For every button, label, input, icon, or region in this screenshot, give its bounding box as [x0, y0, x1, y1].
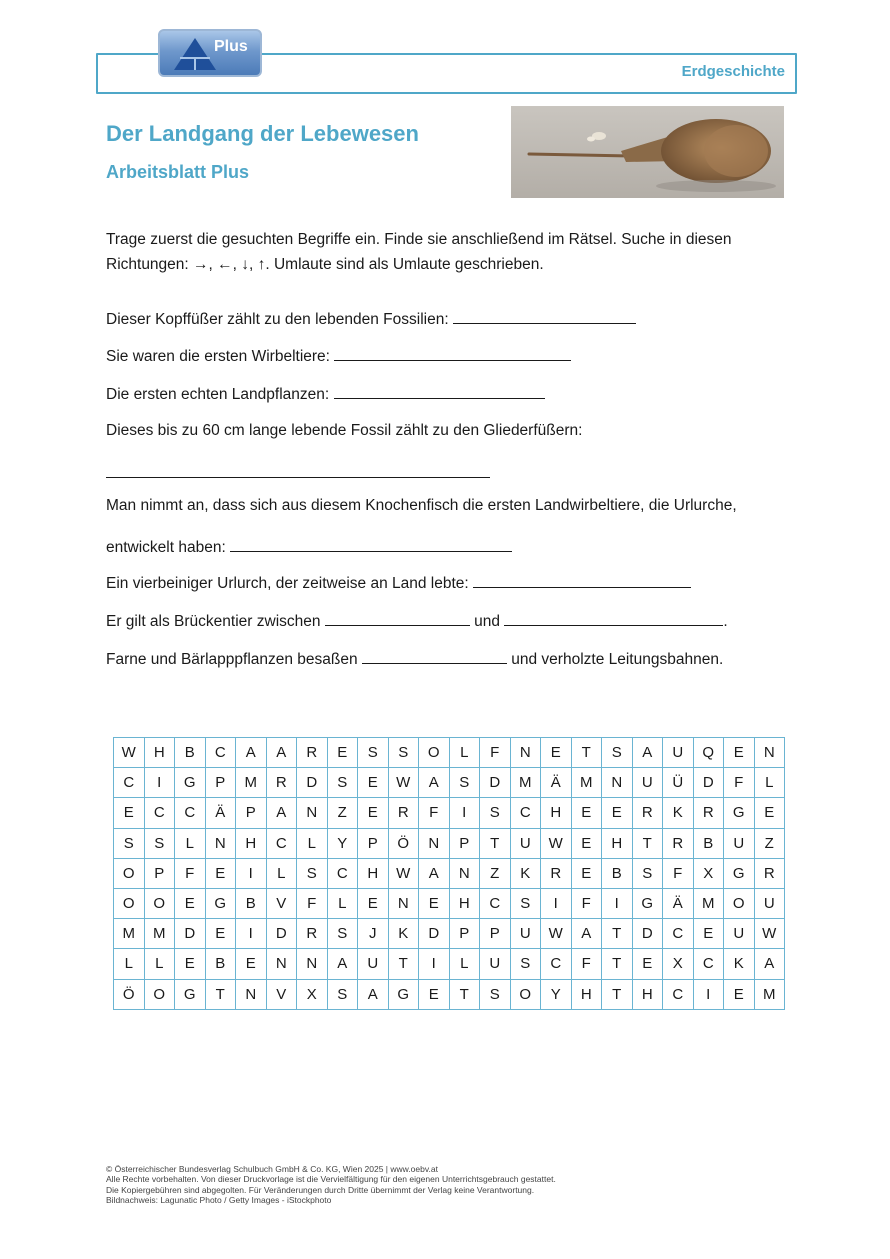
- puzzle-cell[interactable]: E: [205, 919, 236, 949]
- puzzle-cell[interactable]: E: [236, 949, 267, 979]
- puzzle-cell[interactable]: P: [358, 828, 389, 858]
- answer-blank-7b[interactable]: [504, 611, 723, 626]
- puzzle-cell[interactable]: A: [632, 738, 663, 768]
- puzzle-cell[interactable]: U: [724, 919, 755, 949]
- puzzle-cell[interactable]: M: [114, 919, 145, 949]
- puzzle-cell[interactable]: C: [693, 949, 724, 979]
- question-3: [106, 384, 545, 404]
- word-search-grid: [113, 737, 785, 1010]
- puzzle-cell[interactable]: R: [663, 828, 694, 858]
- subject-label: Erdgeschichte: [681, 63, 785, 80]
- puzzle-cell[interactable]: N: [297, 949, 328, 979]
- puzzle-cell[interactable]: B: [693, 828, 724, 858]
- puzzle-cell[interactable]: W: [388, 858, 419, 888]
- puzzle-cell[interactable]: S: [602, 738, 633, 768]
- puzzle-cell[interactable]: U: [632, 768, 663, 798]
- puzzle-cell[interactable]: G: [175, 768, 206, 798]
- puzzle-cell[interactable]: U: [510, 919, 541, 949]
- puzzle-cell[interactable]: E: [571, 798, 602, 828]
- footer-credits: Bildnachweis: Lagunatic Photo / Getty Images - iStockphoto: [106, 1194, 332, 1205]
- puzzle-cell[interactable]: F: [571, 949, 602, 979]
- answer-blank-1[interactable]: [453, 309, 636, 324]
- puzzle-cell[interactable]: R: [297, 919, 328, 949]
- puzzle-cell[interactable]: E: [358, 768, 389, 798]
- puzzle-cell[interactable]: E: [724, 738, 755, 768]
- puzzle-cell[interactable]: A: [754, 949, 785, 979]
- puzzle-cell[interactable]: Ö: [114, 979, 145, 1009]
- puzzle-cell[interactable]: P: [205, 768, 236, 798]
- puzzle-cell[interactable]: H: [632, 979, 663, 1009]
- puzzle-cell[interactable]: Z: [480, 858, 511, 888]
- puzzle-cell[interactable]: T: [602, 949, 633, 979]
- puzzle-cell[interactable]: Z: [327, 798, 358, 828]
- question-7-and: und: [474, 613, 500, 630]
- puzzle-cell[interactable]: O: [114, 888, 145, 918]
- question-4: [106, 422, 582, 440]
- question-7-period: .: [723, 613, 728, 630]
- puzzle-cell[interactable]: F: [724, 768, 755, 798]
- puzzle-cell[interactable]: E: [358, 798, 389, 828]
- puzzle-cell[interactable]: F: [663, 858, 694, 888]
- puzzle-cell[interactable]: I: [236, 919, 267, 949]
- answer-blank-6[interactable]: [473, 573, 691, 588]
- puzzle-cell[interactable]: L: [327, 888, 358, 918]
- puzzle-cell[interactable]: W: [754, 919, 785, 949]
- puzzle-cell[interactable]: Y: [327, 828, 358, 858]
- puzzle-cell[interactable]: F: [175, 858, 206, 888]
- puzzle-cell[interactable]: H: [571, 979, 602, 1009]
- puzzle-cell[interactable]: E: [114, 798, 145, 828]
- puzzle-cell[interactable]: C: [663, 919, 694, 949]
- puzzle-cell[interactable]: E: [724, 979, 755, 1009]
- puzzle-cell[interactable]: M: [571, 768, 602, 798]
- puzzle-cell[interactable]: P: [144, 858, 175, 888]
- puzzle-cell[interactable]: B: [205, 949, 236, 979]
- puzzle-cell[interactable]: A: [571, 919, 602, 949]
- puzzle-cell[interactable]: K: [510, 858, 541, 888]
- puzzle-cell[interactable]: D: [480, 768, 511, 798]
- puzzle-cell[interactable]: F: [480, 738, 511, 768]
- question-4-text: Dieses bis zu 60 cm lange lebende Fossil zählt zu den Gliederfüßern:: [106, 422, 583, 439]
- question-8-text-end: und verholzte Leitungsbahnen.: [511, 651, 724, 668]
- puzzle-cell[interactable]: L: [114, 949, 145, 979]
- puzzle-cell[interactable]: G: [724, 798, 755, 828]
- puzzle-cell[interactable]: E: [419, 979, 450, 1009]
- puzzle-cell[interactable]: L: [175, 828, 206, 858]
- puzzle-cell[interactable]: H: [236, 828, 267, 858]
- puzzle-cell[interactable]: R: [297, 738, 328, 768]
- puzzle-cell[interactable]: H: [358, 858, 389, 888]
- puzzle-cell[interactable]: N: [449, 858, 480, 888]
- puzzle-cell[interactable]: S: [114, 828, 145, 858]
- puzzle-cell[interactable]: O: [114, 858, 145, 888]
- puzzle-cell[interactable]: S: [358, 738, 389, 768]
- puzzle-cell[interactable]: T: [602, 979, 633, 1009]
- puzzle-cell[interactable]: O: [144, 888, 175, 918]
- puzzle-cell[interactable]: A: [266, 738, 297, 768]
- puzzle-cell[interactable]: M: [236, 768, 267, 798]
- puzzle-cell[interactable]: B: [602, 858, 633, 888]
- puzzle-cell[interactable]: T: [480, 828, 511, 858]
- page-title: Der Landgang der Lebewesen: [106, 121, 419, 146]
- puzzle-cell[interactable]: T: [205, 979, 236, 1009]
- puzzle-cell[interactable]: B: [175, 738, 206, 768]
- puzzle-cell[interactable]: E: [602, 798, 633, 828]
- puzzle-cell[interactable]: G: [724, 858, 755, 888]
- puzzle-cell[interactable]: N: [510, 738, 541, 768]
- puzzle-cell[interactable]: W: [114, 738, 145, 768]
- puzzle-cell[interactable]: T: [602, 919, 633, 949]
- puzzle-cell[interactable]: S: [388, 738, 419, 768]
- question-7: [106, 611, 728, 631]
- puzzle-cell[interactable]: P: [449, 919, 480, 949]
- puzzle-cell[interactable]: R: [388, 798, 419, 828]
- question-8: [106, 649, 723, 669]
- puzzle-cell[interactable]: Q: [693, 738, 724, 768]
- puzzle-cell[interactable]: W: [541, 828, 572, 858]
- puzzle-cell[interactable]: G: [175, 979, 206, 1009]
- puzzle-cell[interactable]: V: [266, 888, 297, 918]
- footer-fees: Die Kopiergebühren sind abgegolten. Für Veränderungen durch Dritte übernimmt der Verlag keine Verantwortung.: [106, 1184, 535, 1195]
- puzzle-cell[interactable]: I: [693, 979, 724, 1009]
- puzzle-cell[interactable]: K: [388, 919, 419, 949]
- puzzle-cell[interactable]: O: [510, 979, 541, 1009]
- puzzle-cell[interactable]: E: [632, 949, 663, 979]
- horseshoe-crab-photo: [511, 106, 784, 198]
- puzzle-cell[interactable]: C: [205, 738, 236, 768]
- puzzle-cell[interactable]: S: [449, 768, 480, 798]
- puzzle-cell[interactable]: C: [327, 858, 358, 888]
- puzzle-cell[interactable]: I: [236, 858, 267, 888]
- puzzle-cell[interactable]: D: [175, 919, 206, 949]
- puzzle-cell[interactable]: S: [297, 858, 328, 888]
- puzzle-cell[interactable]: O: [419, 738, 450, 768]
- puzzle-cell[interactable]: U: [663, 738, 694, 768]
- puzzle-cell[interactable]: X: [693, 858, 724, 888]
- puzzle-cell[interactable]: Ä: [663, 888, 694, 918]
- puzzle-cell[interactable]: X: [297, 979, 328, 1009]
- puzzle-cell[interactable]: I: [419, 949, 450, 979]
- answer-blank-4[interactable]: [106, 463, 490, 478]
- puzzle-cell[interactable]: U: [480, 949, 511, 979]
- puzzle-cell[interactable]: D: [297, 768, 328, 798]
- puzzle-cell[interactable]: K: [663, 798, 694, 828]
- puzzle-cell[interactable]: A: [266, 798, 297, 828]
- question-8-text: Farne und Bärlapppflanzen besaßen: [106, 651, 358, 668]
- puzzle-cell[interactable]: H: [449, 888, 480, 918]
- puzzle-cell[interactable]: W: [388, 768, 419, 798]
- logo-text: Plus: [214, 38, 248, 55]
- puzzle-row: [114, 738, 785, 768]
- footer-rights: Alle Rechte vorbehalten. Von dieser Druckvorlage ist die Vervielfältigung für den eigenen Unterrichtsgebrauch gestattet.: [106, 1174, 556, 1185]
- page-subtitle: Arbeitsblatt Plus: [106, 162, 250, 182]
- puzzle-cell[interactable]: R: [754, 858, 785, 888]
- puzzle-row: [114, 888, 785, 918]
- puzzle-cell[interactable]: A: [358, 979, 389, 1009]
- puzzle-cell[interactable]: I: [144, 768, 175, 798]
- puzzle-cell[interactable]: H: [541, 798, 572, 828]
- footer-copyright: © Österreichischer Bundesverlag Schulbuch GmbH & Co. KG, Wien 2025 | www.oebv.at: [106, 1164, 438, 1174]
- puzzle-row: [114, 858, 785, 888]
- puzzle-cell[interactable]: D: [693, 768, 724, 798]
- puzzle-cell[interactable]: E: [754, 798, 785, 828]
- footer: [106, 1164, 556, 1205]
- puzzle-cell[interactable]: O: [144, 979, 175, 1009]
- question-7-text: Er gilt als Brückentier zwischen: [106, 613, 321, 630]
- question-6: [106, 573, 691, 593]
- answer-blank-5[interactable]: [230, 537, 512, 552]
- puzzle-cell[interactable]: A: [419, 768, 450, 798]
- puzzle-cell[interactable]: C: [266, 828, 297, 858]
- puzzle-row: [114, 949, 785, 979]
- puzzle-cell[interactable]: S: [144, 828, 175, 858]
- puzzle-cell[interactable]: C: [480, 888, 511, 918]
- puzzle-row: [114, 768, 785, 798]
- puzzle-cell[interactable]: G: [388, 979, 419, 1009]
- answer-blank-2[interactable]: [334, 346, 571, 361]
- question-6-text: Ein vierbeiniger Urlurch, der zeitweise an Land lebte:: [106, 575, 469, 592]
- question-2: [106, 346, 571, 366]
- publisher-logo: [158, 29, 262, 77]
- puzzle-cell[interactable]: T: [449, 979, 480, 1009]
- question-5-cont: [106, 537, 512, 557]
- puzzle-cell[interactable]: C: [663, 979, 694, 1009]
- puzzle-cell[interactable]: G: [205, 888, 236, 918]
- puzzle-cell[interactable]: F: [571, 888, 602, 918]
- puzzle-cell[interactable]: D: [419, 919, 450, 949]
- question-5-text-cont: entwickelt haben:: [106, 539, 226, 556]
- puzzle-cell[interactable]: W: [541, 919, 572, 949]
- puzzle-cell[interactable]: E: [571, 858, 602, 888]
- puzzle-cell[interactable]: R: [693, 798, 724, 828]
- puzzle-cell[interactable]: E: [571, 828, 602, 858]
- puzzle-cell[interactable]: L: [266, 858, 297, 888]
- puzzle-cell[interactable]: L: [297, 828, 328, 858]
- puzzle-cell[interactable]: U: [754, 888, 785, 918]
- puzzle-cell[interactable]: E: [205, 858, 236, 888]
- puzzle-cell[interactable]: E: [175, 949, 206, 979]
- puzzle-cell[interactable]: U: [724, 828, 755, 858]
- puzzle-cell[interactable]: C: [541, 949, 572, 979]
- puzzle-cell[interactable]: M: [144, 919, 175, 949]
- puzzle-cell[interactable]: T: [632, 828, 663, 858]
- puzzle-cell[interactable]: S: [510, 888, 541, 918]
- puzzle-cell[interactable]: I: [602, 888, 633, 918]
- question-5-text: Man nimmt an, dass sich aus diesem Knochenfisch die ersten Landwirbeltiere, die Urlurche,: [106, 497, 737, 514]
- puzzle-cell[interactable]: C: [114, 768, 145, 798]
- puzzle-cell[interactable]: U: [358, 949, 389, 979]
- puzzle-cell[interactable]: C: [175, 798, 206, 828]
- question-5: [106, 497, 737, 515]
- puzzle-cell[interactable]: E: [175, 888, 206, 918]
- puzzle-cell[interactable]: C: [510, 798, 541, 828]
- puzzle-cell[interactable]: N: [388, 888, 419, 918]
- puzzle-cell[interactable]: L: [144, 949, 175, 979]
- puzzle-cell[interactable]: P: [236, 798, 267, 828]
- puzzle-cell[interactable]: Ö: [388, 828, 419, 858]
- puzzle-cell[interactable]: I: [541, 888, 572, 918]
- puzzle-cell[interactable]: E: [358, 888, 389, 918]
- triangle-logo-icon: [172, 36, 218, 72]
- puzzle-cell[interactable]: U: [510, 828, 541, 858]
- puzzle-cell[interactable]: T: [388, 949, 419, 979]
- puzzle-cell[interactable]: I: [449, 798, 480, 828]
- answer-blank-3[interactable]: [334, 384, 545, 399]
- puzzle-cell[interactable]: B: [236, 888, 267, 918]
- puzzle-cell[interactable]: M: [510, 768, 541, 798]
- question-2-text: Sie waren die ersten Wirbeltiere:: [106, 348, 330, 365]
- puzzle-cell[interactable]: N: [266, 949, 297, 979]
- puzzle-cell[interactable]: L: [449, 949, 480, 979]
- puzzle-cell[interactable]: X: [663, 949, 694, 979]
- puzzle-cell[interactable]: F: [419, 798, 450, 828]
- question-1: [106, 309, 636, 329]
- puzzle-cell[interactable]: D: [632, 919, 663, 949]
- puzzle-cell[interactable]: P: [480, 919, 511, 949]
- puzzle-cell[interactable]: N: [419, 828, 450, 858]
- puzzle-cell[interactable]: Y: [541, 979, 572, 1009]
- puzzle-cell[interactable]: M: [693, 888, 724, 918]
- question-3-text: Die ersten echten Landpflanzen:: [106, 386, 330, 403]
- puzzle-cell[interactable]: A: [419, 858, 450, 888]
- puzzle-cell[interactable]: E: [541, 738, 572, 768]
- puzzle-row: [114, 828, 785, 858]
- answer-blank-7a[interactable]: [325, 611, 470, 626]
- puzzle-row: [114, 979, 785, 1009]
- puzzle-cell[interactable]: A: [327, 949, 358, 979]
- puzzle-cell[interactable]: E: [419, 888, 450, 918]
- puzzle-cell[interactable]: G: [632, 888, 663, 918]
- puzzle-cell[interactable]: S: [327, 919, 358, 949]
- puzzle-cell[interactable]: N: [236, 979, 267, 1009]
- answer-blank-8[interactable]: [362, 649, 507, 664]
- puzzle-cell[interactable]: N: [297, 798, 328, 828]
- puzzle-cell[interactable]: P: [449, 828, 480, 858]
- instructions: Trage zuerst die gesuchten Begriffe ein. Finde sie anschließend im Rätsel. Suche in diesen Richtungen: →, ←, ↓, ↑. Umlaute sind als Umlaute geschrieben.: [106, 231, 732, 273]
- puzzle-cell[interactable]: C: [144, 798, 175, 828]
- puzzle-cell[interactable]: S: [480, 979, 511, 1009]
- puzzle-cell[interactable]: Z: [754, 828, 785, 858]
- puzzle-cell[interactable]: N: [602, 768, 633, 798]
- puzzle-cell[interactable]: N: [754, 738, 785, 768]
- puzzle-cell[interactable]: H: [144, 738, 175, 768]
- puzzle-cell[interactable]: J: [358, 919, 389, 949]
- puzzle-cell[interactable]: H: [602, 828, 633, 858]
- puzzle-cell[interactable]: M: [754, 979, 785, 1009]
- puzzle-cell[interactable]: E: [693, 919, 724, 949]
- puzzle-cell[interactable]: S: [327, 979, 358, 1009]
- puzzle-cell[interactable]: L: [754, 768, 785, 798]
- puzzle-cell[interactable]: A: [236, 738, 267, 768]
- puzzle-cell[interactable]: Ü: [663, 768, 694, 798]
- puzzle-cell[interactable]: S: [480, 798, 511, 828]
- puzzle-cell[interactable]: T: [571, 738, 602, 768]
- puzzle-cell[interactable]: S: [510, 949, 541, 979]
- question-1-text: Dieser Kopffüßer zählt zu den lebenden Fossilien:: [106, 311, 449, 328]
- puzzle-cell[interactable]: Ä: [541, 768, 572, 798]
- puzzle-cell[interactable]: R: [541, 858, 572, 888]
- puzzle-cell[interactable]: R: [632, 798, 663, 828]
- puzzle-cell[interactable]: L: [449, 738, 480, 768]
- puzzle-cell[interactable]: D: [266, 919, 297, 949]
- puzzle-cell[interactable]: K: [724, 949, 755, 979]
- puzzle-cell[interactable]: F: [297, 888, 328, 918]
- puzzle-cell[interactable]: N: [205, 828, 236, 858]
- puzzle-cell[interactable]: V: [266, 979, 297, 1009]
- puzzle-row: [114, 798, 785, 828]
- puzzle-cell[interactable]: Ä: [205, 798, 236, 828]
- puzzle-row: [114, 919, 785, 949]
- puzzle-cell[interactable]: S: [632, 858, 663, 888]
- puzzle-cell[interactable]: R: [266, 768, 297, 798]
- puzzle-cell[interactable]: S: [327, 768, 358, 798]
- puzzle-cell[interactable]: O: [724, 888, 755, 918]
- puzzle-cell[interactable]: E: [327, 738, 358, 768]
